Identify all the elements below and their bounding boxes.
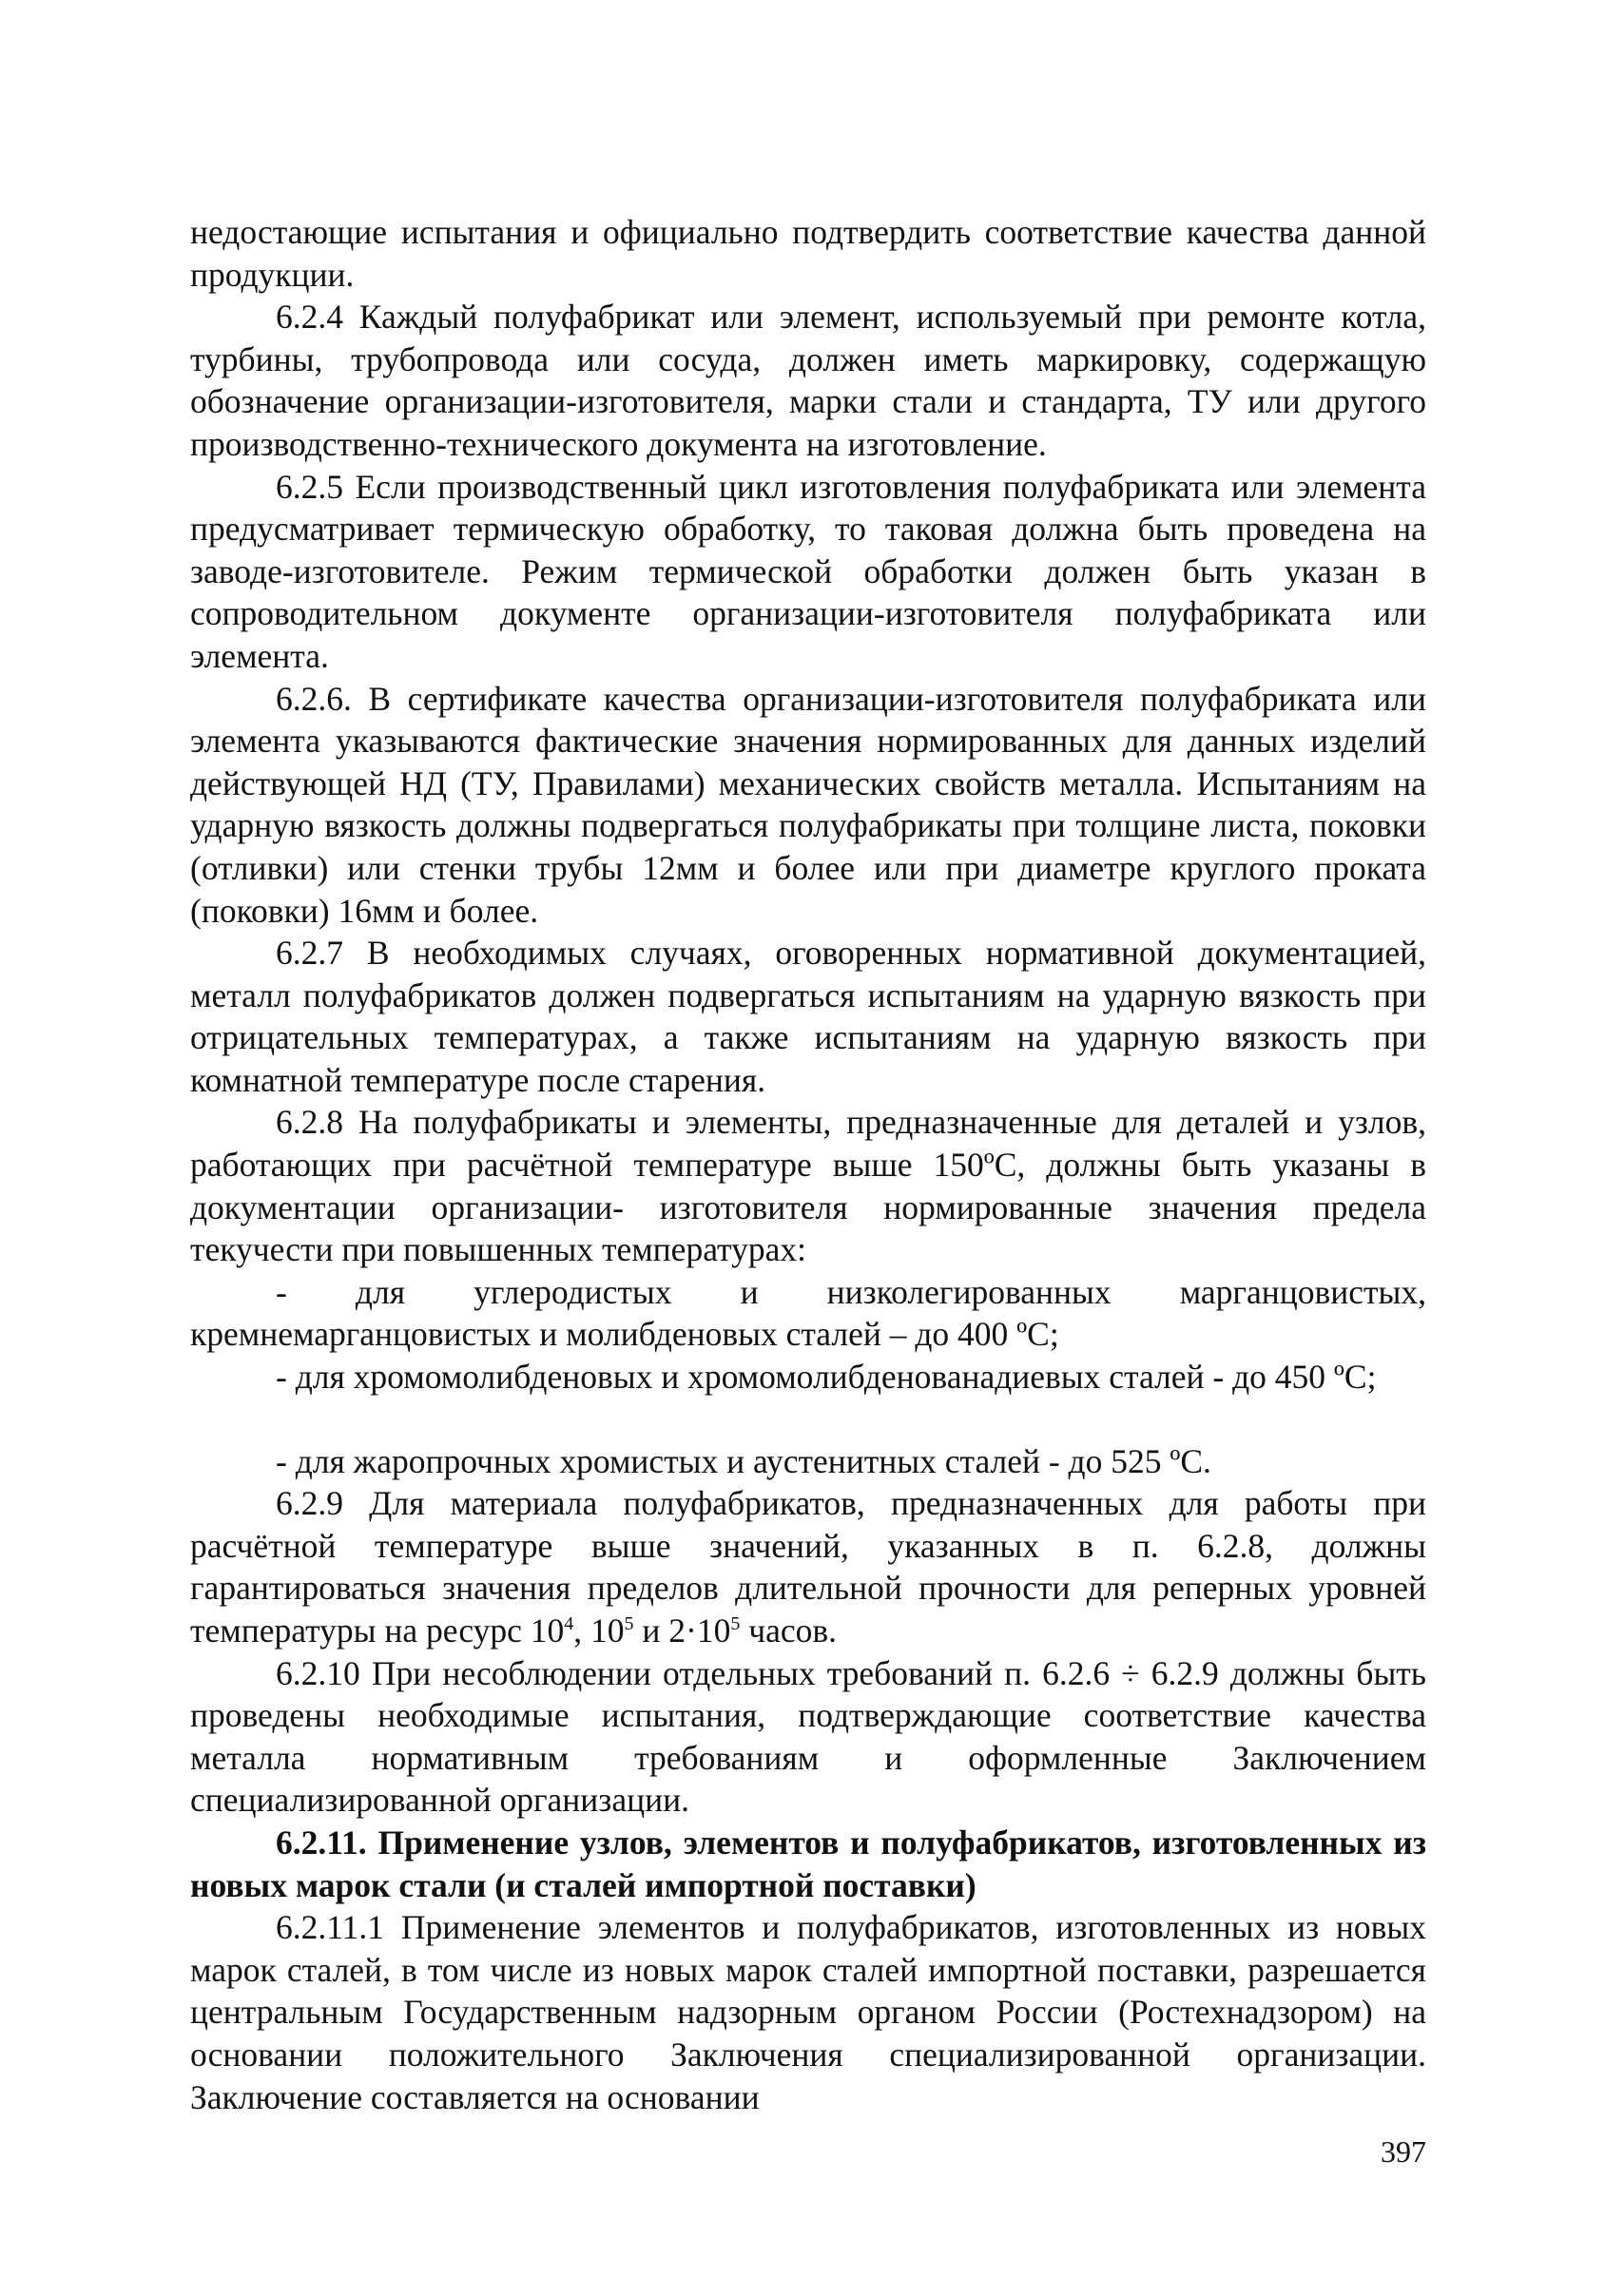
paragraph-6-2-7: 6.2.7 В необходимых случаях, оговоренных нормативной документацией, металл полуфабрикатов должен подвергаться испытаниям на ударную вязкость при отрицательных температурах, а также испытаниям на ударную вязкость при комнатной температуре после старения. <box>190 934 1426 1099</box>
exponent-5: 5 <box>624 1613 634 1635</box>
blank-line <box>190 1399 1426 1440</box>
paragraph-6-2-6: 6.2.6. В сертификате качества организации-изготовителя полуфабриката или элемента указываются фактические значения нормированных для данных изделий действующей НД (ТУ, Правилами) механических свойств металла. Испытаниям на ударную вязкость должны подвергаться полуфабрикаты при толщине листа, поковки (отливки) или стенки трубы 12мм и более или при диаметре круглого проката (поковки) 16мм и более. <box>190 679 1426 930</box>
list-item-chrome-moly-steels: - для хромомолибденовых и хромомолибденованадиевых сталей - до 450 ºС; <box>276 1358 1377 1397</box>
paragraph-6-2-9-text: 6.2.9 Для материала полуфабрикатов, предназначенных для работы при расчётной температуре выше значений, указанных в п. 6.2.8, должны гарантироваться значения пределов длительной прочности для реперных уровней температуры на ресурс 10 <box>190 1484 1426 1650</box>
list-item-carbon-steels: - для углеродистых и низколегированных марганцовистых, кремнемарганцовистых и молибденовых сталей – до 400 ºС; <box>190 1272 1426 1354</box>
paragraph-6-2-8: 6.2.8 На полуфабрикаты и элементы, предназначенные для деталей и узлов, работающих при расчётной температуре выше 150ºС, должны быть указаны в документации организации- изготовителя нормированные значения предела текучести при повышенных температурах: <box>190 1103 1426 1269</box>
paragraph-6-2-9-tail: часов. <box>740 1611 838 1650</box>
section-heading-6-2-11: 6.2.11. Применение узлов, элементов и полуфабрикатов, изготовленных из новых марок стали (и сталей импортной поставки) <box>190 1823 1426 1904</box>
list-item-heat-resistant-steels: - для жаропрочных хромистых и аустенитных сталей - до 525 ºС. <box>276 1441 1211 1480</box>
paragraph-6-2-10: 6.2.10 При несоблюдении отдельных требований п. 6.2.6 ÷ 6.2.9 должны быть проведены необходимые испытания, подтверждающие соответствие качества металла нормативным требованиям и оформленные Заключением специализированной организации. <box>190 1653 1426 1820</box>
paragraph-6-2-5: 6.2.5 Если производственный цикл изготовления полуфабриката или элемента предусматривает термическую обработку, то таковая должна быть проведена на заводе-изготовителе. Режим термической обработки должен быть указан в сопроводительном документе организации-изготовителя полуфабриката или элемента. <box>190 467 1426 675</box>
paragraph-continuation: недостающие испытания и официально подтвердить соответствие качества данной продукции. <box>190 213 1426 294</box>
document-body <box>190 211 1426 2118</box>
exponent-4: 4 <box>564 1613 574 1635</box>
paragraph-6-2-4: 6.2.4 Каждый полуфабрикат или элемент, используемый при ремонте котла, турбины, трубопровода или сосуда, должен иметь маркировку, содержащую обозначение организации-изготовителя, марки стали и стандарта, ТУ или другого производственно-технического документа на изготовление. <box>190 298 1426 463</box>
paragraph-6-2-9 <box>190 1482 1426 1651</box>
paragraph-6-2-11-1: 6.2.11.1 Применение элементов и полуфабрикатов, изготовленных из новых марок сталей, в том числе из новых марок сталей импортной поставки, разрешается центральным Государственным надзорным органом России (Ростехнадзором) на основании положительного Заключения специализированной организации. Заключение составляется на основании <box>190 1908 1426 2116</box>
separator-2: и 2·10 <box>633 1611 731 1650</box>
exponent-5-second: 5 <box>730 1613 741 1635</box>
page-number: 397 <box>1381 2134 1426 2169</box>
separator-1: , 10 <box>573 1611 625 1650</box>
